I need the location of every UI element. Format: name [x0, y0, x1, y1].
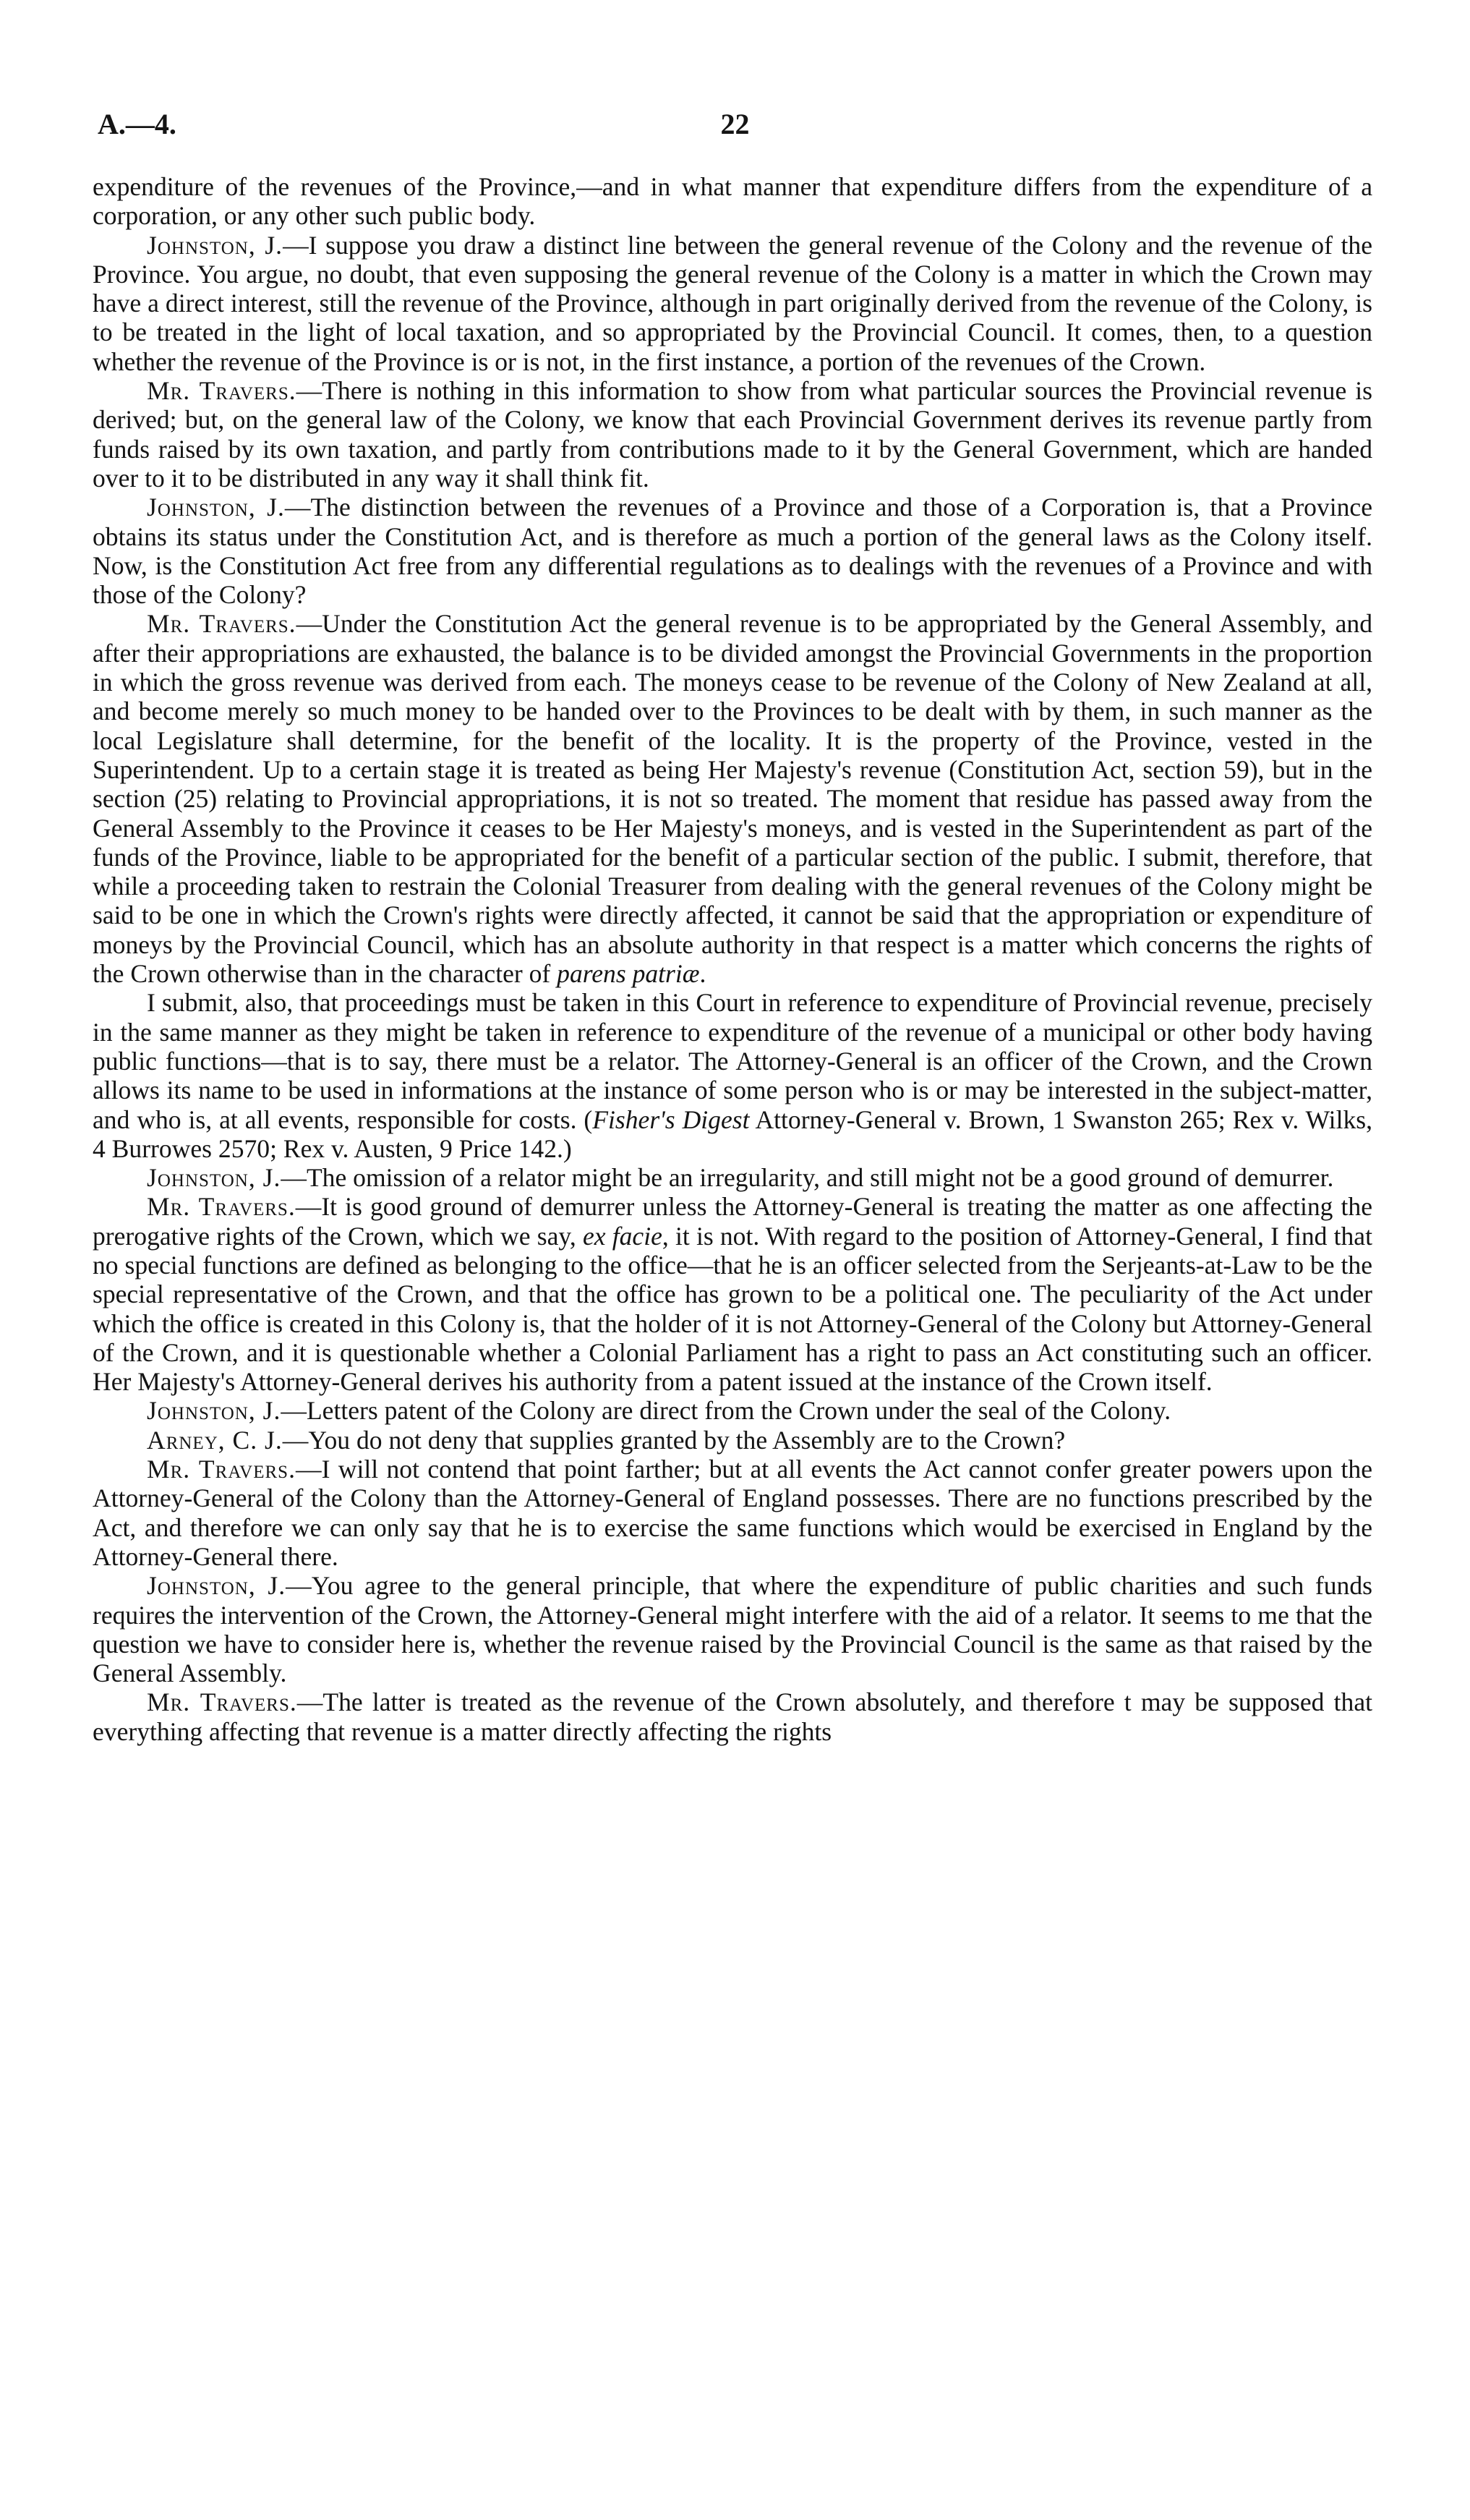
speaker: Mr. Travers. [147, 1455, 296, 1484]
speaker: Mr. Travers. [147, 1192, 296, 1222]
speaker: Johnston, J. [147, 1163, 281, 1193]
speaker: Mr. Travers. [147, 1687, 297, 1717]
page-header [98, 107, 1372, 150]
citation-title: Fisher's Digest [592, 1104, 750, 1134]
speaker: Arney, C. J. [147, 1425, 283, 1455]
speaker: Johnston, J. [147, 493, 285, 522]
paragraph: Johnston, J.—The omission of a relator might be an irregularity, and still might not be a good ground of demurrer. [147, 1163, 1334, 1193]
document-body [93, 172, 1372, 1746]
document-id: A.—4. [98, 108, 176, 140]
paragraph: I submit, also, that proceedings must be taken in this Court in reference to expenditure of Provincial revenue, precisely in the same manner as they might be taken in reference to expenditure of the revenue of a municipal or other body having public functions—that is to say, there must be a relator. The Attorney-General is an officer of the Crown, and the Crown allows its name to be used in informations at the instance of some person who is or may be interested in the subject-matter, and who is, at all events, responsible for costs. (Fisher's Digest Attorney-General v. Brown, 1 Swanston 265; Rex v. Wilks, 4 Burrowes 2570; Rex v. Austen, 9 Price 142.) [93, 988, 1372, 1163]
page-number: 22 [720, 108, 750, 140]
paragraph: Johnston, J.—Letters patent of the Colony are direct from the Crown under the seal of the Colony. [147, 1396, 1171, 1426]
paragraph: Arney, C. J.—You do not deny that supplies granted by the Assembly are to the Crown? [147, 1425, 1066, 1455]
paragraph: Mr. Travers.—Under the Constitution Act the general revenue is to be appropriated by the General Assembly, and after their appropriations are exhausted, the balance is to be divided amongst the Provincial Governments in the proportion in which the gross revenue was derived from each. The moneys cease to be revenue of the Colony of New Zealand at all, and become merely so much money to be handed over to the Provinces to be dealt with by them, in such manner as the local Legislature shall determine, for the benefit of the locality. It is the property of the Province, vested in the Superintendent. Up to a certain stage it is treated as being Her Majesty's revenue (Constitution Act, section 59), but in the section (25) relating to Provincial appropriations, it is not so treated. The moment that residue has passed away from the General Assembly to the Province it ceases to be Her Majesty's moneys, and is vested in the Superintendent as part of the funds of the Province, liable to be appropriated for the benefit of a particular section of the public. I submit, therefore, that while a proceeding taken to restrain the Colonial Treasurer from dealing with the general revenues of the Colony might be said to be one in which the Crown's rights were directly affected, it cannot be said that the appropriation or expenditure of moneys by the Provincial Council, which has an absolute authority in that respect is a matter which concerns the rights of the Crown otherwise than in the character of parens patriæ. [93, 609, 1372, 989]
speaker: Johnston, J. [147, 1571, 286, 1601]
paragraph: Mr. Travers.—There is nothing in this information to show from what particular sources the Provincial revenue is derived; but, on the general law of the Colony, we know that each Provincial Government derives its revenue partly from funds raised by its own taxation, and partly from contributions made to it by the General Government, which are handed over to it to be distributed in any way it shall think fit. [93, 376, 1373, 493]
paragraph: Mr. Travers.—It is good ground of demurrer unless the Attorney-General is treating the matter as one affecting the prerogative rights of the Crown, which we say, ex facie, it is not. With regard to the position of Attorney-General, I find that no special functions are defined as belonging to the office—that he is an officer selected from the Serjeants-at-Law to be the special representative of the Crown, and that the office has grown to be a political one. The peculiarity of the Act under which the office is created in this Colony is, that the holder of it is not Attorney-General of the Colony but Attorney-General of the Crown, and it is questionable whether a Colonial Parliament has a right to pass an Act constituting such an officer. Her Majesty's Attorney-General derives his authority from a patent issued at the instance of the Crown itself. [93, 1192, 1372, 1397]
speaker: Johnston, J. [147, 1396, 281, 1426]
paragraph: Johnston, J.—You agree to the general principle, that where the expenditure of public charities and such funds requires the intervention of the Crown, the Attorney-General might interfere with the aid of a relator. It seems to me that the question we have to consider here is, whether the revenue raised by the Provincial Council is the same as that raised by the General Assembly. [93, 1571, 1372, 1688]
speaker: Mr. Travers. [147, 376, 296, 406]
latin-phrase: ex facie [582, 1221, 662, 1251]
speaker: Johnston, J. [147, 230, 283, 260]
latin-phrase: parens patriæ [557, 959, 700, 989]
paragraph: Johnston, J.—The distinction between the revenues of a Province and those of a Corporation is, that a Province obtains its status under the Constitution Act, and is therefore as much a portion of the general laws as the Colony itself. Now, is the Constitution Act free from any differential regulations as to dealings with the revenues of a Province and with those of the Colony? [93, 493, 1372, 610]
paragraph: Mr. Travers.—I will not contend that point farther; but at all events the Act cannot confer greater powers upon the Attorney-General of the Colony than the Attorney-General of England possesses. There are no functions prescribed by the Act, and therefore we can only say that he is to exercise the same functions which would be exercised in England by the Attorney-General there. [93, 1455, 1373, 1571]
paragraph: expenditure of the revenues of the Province,—and in what manner that expenditure differs from the expenditure of a corporation, or any other such public body. [93, 172, 1372, 231]
paragraph: Johnston, J.—I suppose you draw a distinct line between the general revenue of the Colony and the revenue of the Province. You argue, no doubt, that even supposing the general revenue of the Colony is a matter in which the Crown may have a direct interest, still the revenue of the Province, although in part originally derived from the revenue of the Colony, is to be treated in the light of local taxation, and so appropriated by the Provincial Council. It comes, then, to a question whether the revenue of the Province is or is not, in the first instance, a portion of the revenues of the Crown. [93, 230, 1372, 376]
speaker: Mr. Travers. [147, 609, 296, 639]
paragraph: Mr. Travers.—The latter is treated as the revenue of the Crown absolutely, and therefore t may be supposed that everything affecting that revenue is a matter directly affecting the rights [93, 1687, 1372, 1746]
